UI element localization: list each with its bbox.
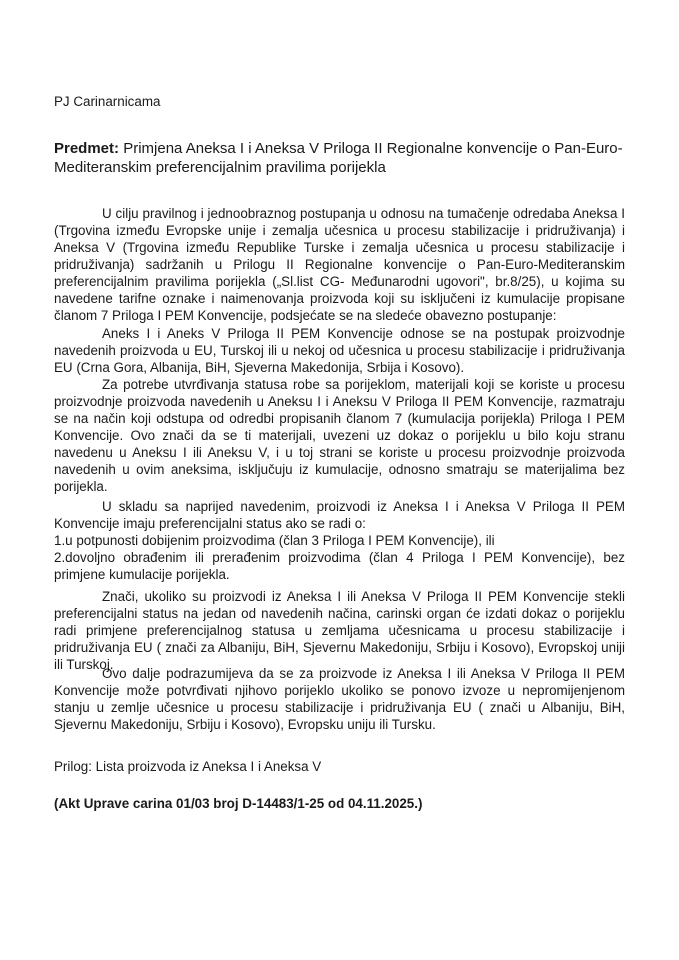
preferential-status-section — [54, 498, 625, 583]
subject-line — [54, 140, 625, 177]
addressee: PJ Carinarnicama — [54, 94, 161, 109]
paragraph-materials: Za potrebe utvrđivanja statusa robe sa porijeklom, materijali koji se koriste u procesu proizvodnje proizvoda navedenih u Aneksu I i Aneksu V Priloga II PEM Konvencije, razmatraju se na način koji odstupa od odredbi propisanih članom 7 (kumulacija porijekla) Priloga I PEM Konvencije. Ovo znači da se ti materijali, uvezeni uz dokaz o porijeklu u bilo koju stranu navedenu u Aneksu I ili Aneksu V, i u toj strani se koriste u procesu proizvodnje proizvoda navedenih u ovim aneksima, isključuju iz kumulacije, odnosno smatraju se materijalima bez porijekla. — [54, 377, 625, 494]
list-item: 2.dovoljno obrađenim ili prerađenim proizvodima (član 4 Priloga I PEM Konvencije), bez primjene kumulacije porijekla. — [54, 550, 625, 582]
list-item: 1.u potpunosti dobijenim proizvodima (član 3 Priloga I PEM Konvencije), ili — [54, 533, 495, 548]
paragraph-preferential-status: U skladu sa naprijed navedenim, proizvodi iz Aneksa I i Aneksa V Priloga II PEM Konvencije imaju preferencijalni status ako se radi o: — [54, 499, 625, 531]
subject-text: Primjena Aneksa I i Aneksa V Priloga II Regionalne konvencije o Pan-Euro-Mediteranskim preferencijalnim pravilima porijekla — [54, 140, 623, 176]
subject-label: Predmet: — [54, 140, 120, 157]
paragraph-annex-scope: Aneks I i Aneks V Priloga II PEM Konvencije odnose se na postupak proizvodnje navedenih proizvoda u EU, Turskoj ili u nekoj od učesnica u procesu stabilizacije i pridruživanja EU (Crna Gora, Albanija, BiH, Sjeverna Makedonija, Srbija i Kosovo). — [54, 326, 625, 375]
reference-act: (Akt Uprave carina 01/03 broj D-14483/1-25 od 04.11.2025.) — [54, 796, 423, 811]
attachment-note: Prilog: Lista proizvoda iz Aneksa I i Aneksa V — [54, 759, 322, 774]
paragraph-proof-of-origin: Znači, ukoliko su proizvodi iz Aneksa I ili Aneksa V Priloga II PEM Konvencije stekli preferencijalni status na jedan od navedenih načina, carinski organ će izdati dokaz o porijeklu radi primjene preferencijalnog statusa u zemljama učesnicama u procesu stabilizacije i pridruživanja EU ( znači za Albaniju, BiH, Sjevernu Makedoniju, Srbiju i Kosovo), Evropskoj uniji ili Turskoj. — [54, 589, 625, 672]
paragraph-intro: U cilju pravilnog i jednoobraznog postupanja u odnosu na tumačenje odredaba Aneksa I (Trgovina između Evropske unije i zemalja učesnica u procesu stabilizacije i pridruživanja) i Aneksa V (Trgovina između Republike Turske i zemalja učesnica u procesu stabilizacije i pridruživanja) sadržanih u Prilogu II Regionalne konvencije o Pan-Euro-Mediteranskim preferencijalnim pravilima porijekla („Sl.list CG- Međunarodni ugovori", br.8/25), u kojima su navedene tarifne oznake i naimenovanja proizvoda koji su isključeni iz kumulacije propisane članom 7 Priloga I PEM Konvencije, podsjećate se na sledeće obavezno postupanje: — [54, 206, 625, 323]
paragraph-re-export: Ovo dalje podrazumijeva da se za proizvode iz Aneksa I ili Aneksa V Priloga II PEM Konvencije može potvrđivati njihovo porijeklo ukoliko se ponovo izvoze u nepromijenjenom stanju u zemlje učesnice u procesu stabilizacije i pridruživanja EU ( znači u Albaniju, BiH, Sjevernu Makedoniju, Srbiju i Kosovo), Evropsku uniju ili Tursku. — [54, 666, 625, 732]
